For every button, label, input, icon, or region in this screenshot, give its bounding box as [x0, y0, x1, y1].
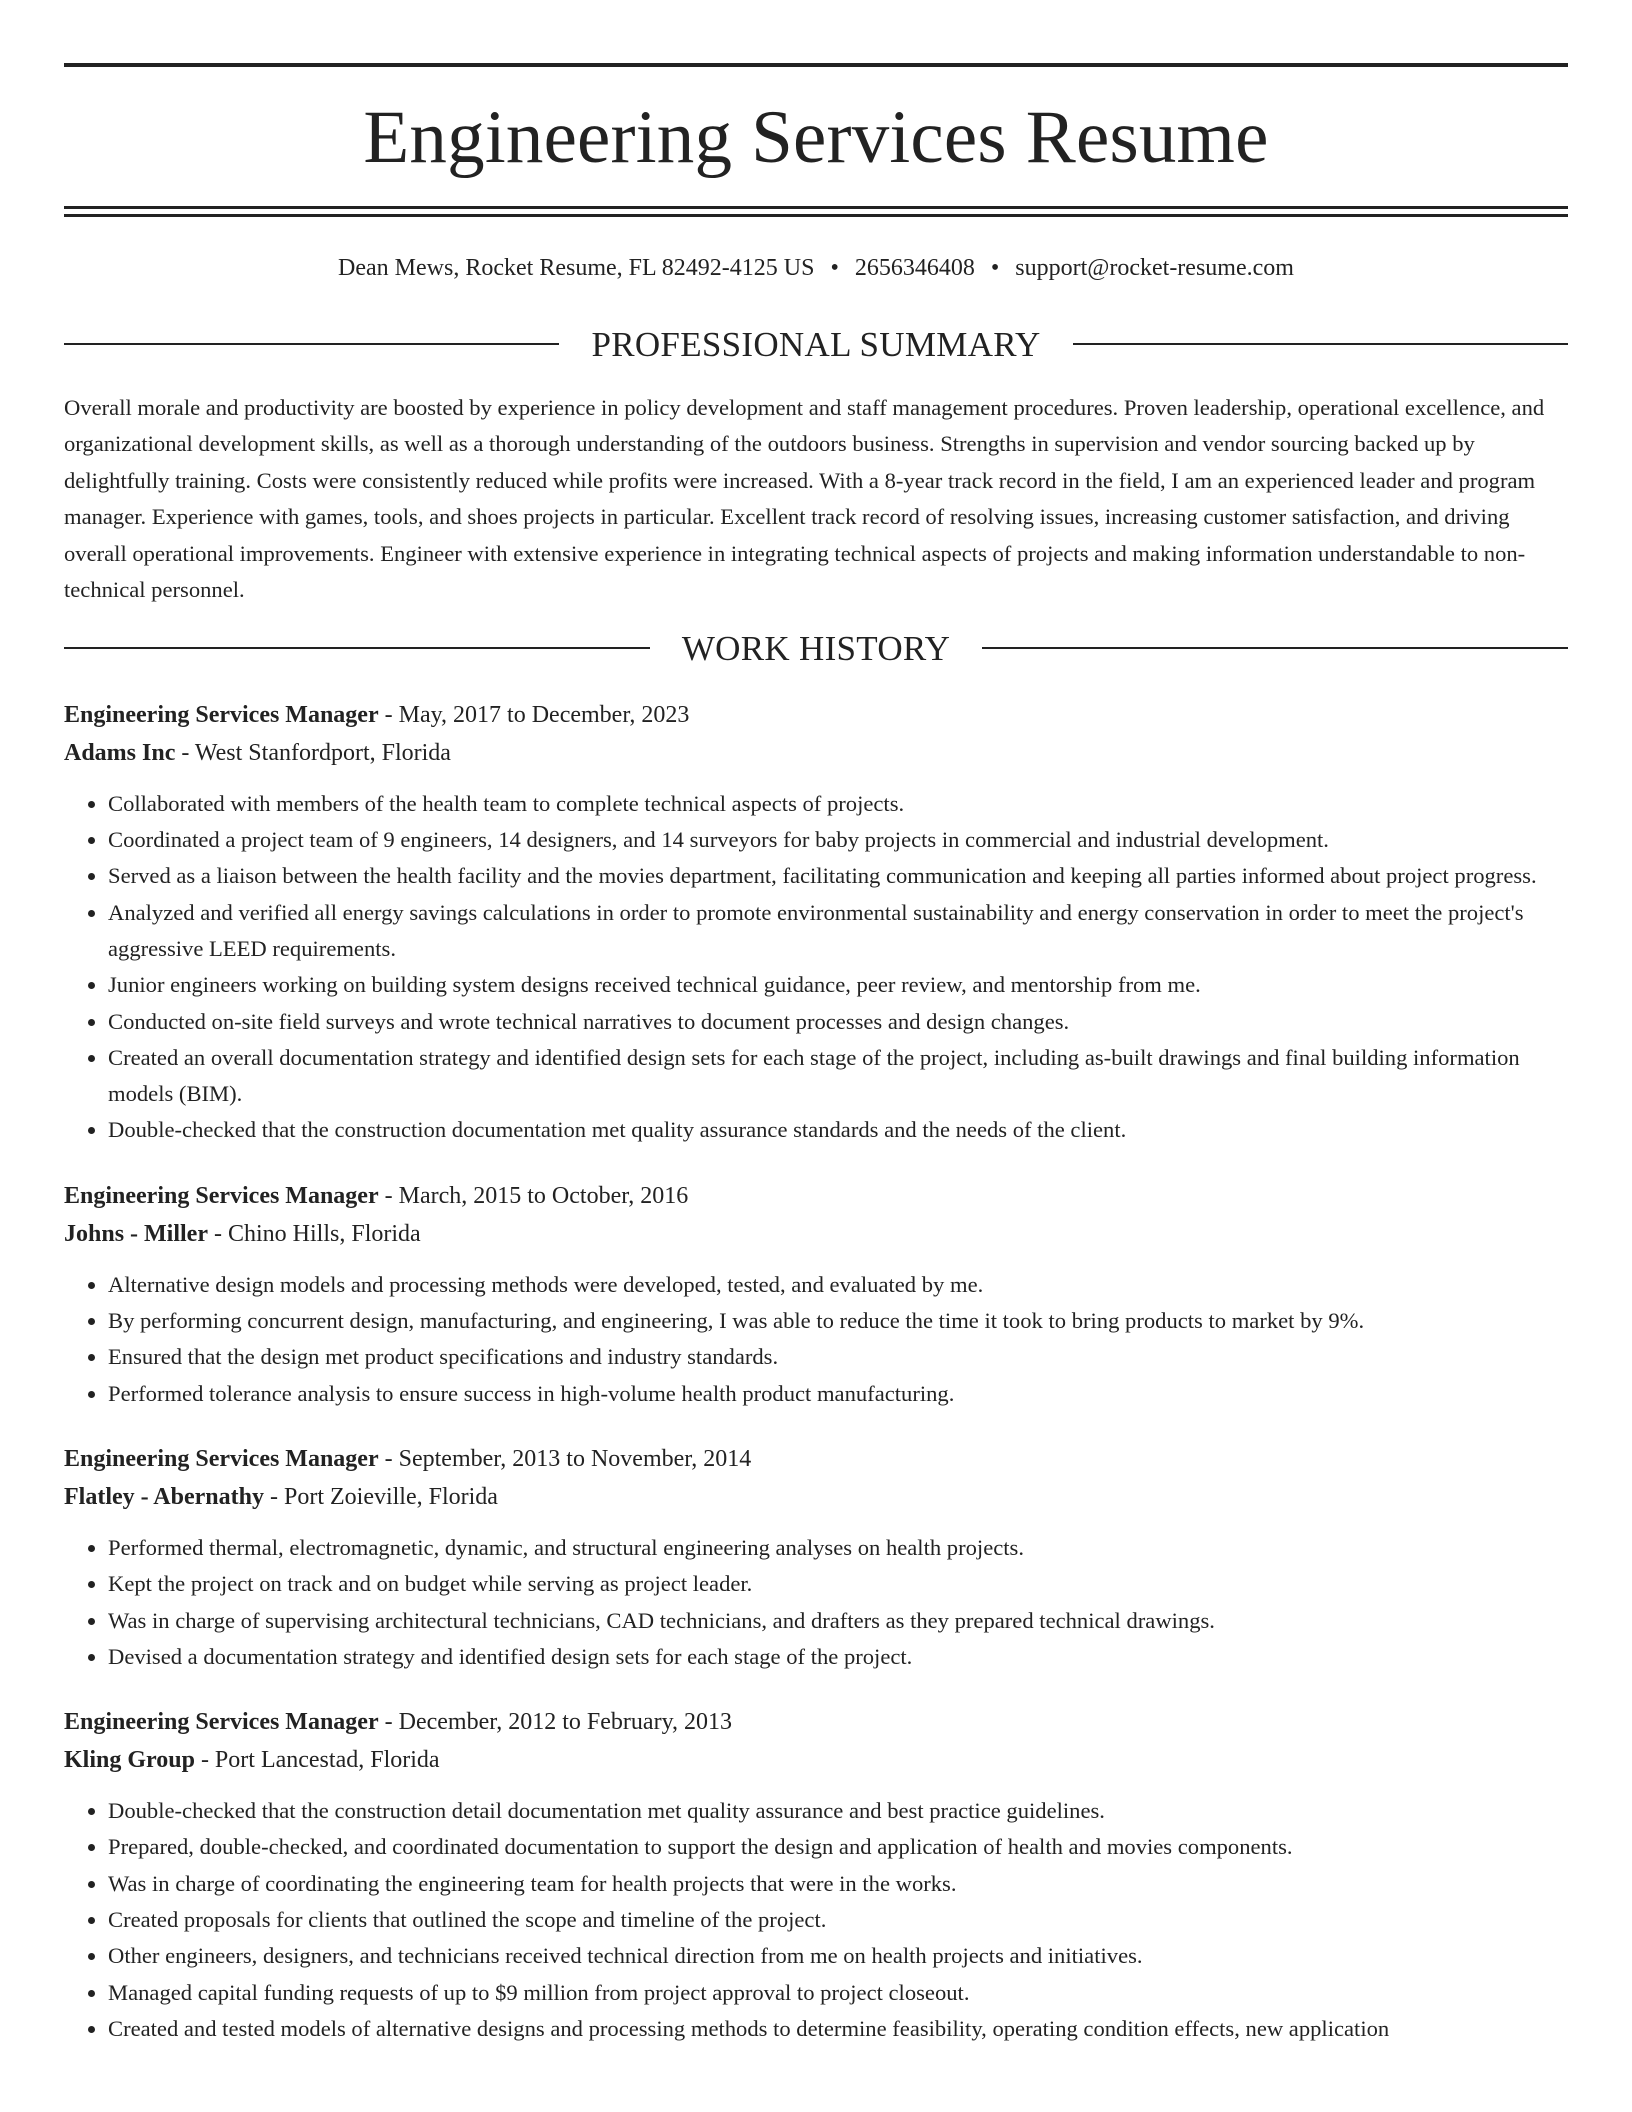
heading-rule-right [982, 647, 1568, 649]
job-bullet-item: • By performing concurrent design, manufacturing, and engineering, I was able to reduce the time it took to bring products to market by 9%. [108, 1303, 1568, 1339]
job-bullet-item: • Served as a liaison between the health facility and the movies department, facilitating communication and keeping all parties informed about project progress. [108, 858, 1568, 894]
job-title: Engineering Services Manager [64, 1445, 379, 1472]
job-bullet-item: • Collaborated with members of the health team to complete technical aspects of projects. [108, 786, 1568, 822]
title-double-rule [64, 206, 1568, 217]
job-bullet-list [64, 1530, 1568, 1675]
job-location: - West Stanfordport, Florida [175, 739, 451, 766]
job-bullet-item: • Double-checked that the construction detail documentation met quality assurance and best practice guidelines. [108, 1793, 1568, 1829]
contact-address: Dean Mews, Rocket Resume, FL 82492-4125 US [338, 255, 815, 281]
contact-separator: • [830, 255, 839, 281]
job-bullet-item: • Double-checked that the construction documentation met quality assurance standards and the needs of the client. [108, 1112, 1568, 1148]
job-dates: - December, 2012 to February, 2013 [378, 1709, 733, 1736]
heading-rule-right [1073, 343, 1568, 345]
job-bullet-item: • Kept the project on track and on budget while serving as project leader. [108, 1566, 1568, 1602]
job-company: Flatley - Abernathy [64, 1483, 264, 1510]
job-title: Engineering Services Manager [64, 1709, 379, 1736]
job-title-line [64, 1177, 1568, 1215]
job-location: - Port Zoieville, Florida [263, 1483, 498, 1510]
job-company: Kling Group [64, 1747, 195, 1774]
job-dates: - March, 2015 to October, 2016 [378, 1182, 689, 1209]
job-company-line [64, 1741, 1568, 1779]
work-history-list [64, 696, 1568, 2047]
job-bullet-item: • Performed tolerance analysis to ensure success in high-volume health product manufacturing. [108, 1376, 1568, 1412]
job-bullet-item: • Created and tested models of alternative designs and processing methods to determine feasibility, operating condition effects, new application [108, 2011, 1568, 2047]
summary-section-heading [64, 324, 1568, 364]
job-bullet-list [64, 1793, 1568, 2047]
job-entry [64, 1703, 1568, 2047]
job-bullet-item: • Devised a documentation strategy and identified design sets for each stage of the project. [108, 1639, 1568, 1675]
job-dates: - September, 2013 to November, 2014 [378, 1445, 752, 1472]
job-company-line [64, 1215, 1568, 1253]
job-bullet-item: • Other engineers, designers, and technicians received technical direction from me on health projects and initiatives. [108, 1938, 1568, 1974]
job-location: - Chino Hills, Florida [208, 1220, 421, 1247]
contact-line [64, 254, 1568, 283]
contact-phone: 2656346408 [854, 255, 975, 281]
contact-separator: • [990, 255, 1000, 281]
job-bullet-item: • Created proposals for clients that outlined the scope and timeline of the project. [108, 1902, 1568, 1938]
job-dates: - May, 2017 to December, 2023 [378, 701, 690, 728]
job-bullet-item: • Managed capital funding requests of up to $9 million from project approval to project closeout. [108, 1975, 1568, 2011]
job-bullet-item: • Coordinated a project team of 9 engineers, 14 designers, and 14 surveyors for baby projects in commercial and industrial development. [108, 822, 1568, 858]
job-bullet-item: • Was in charge of supervising architectural technicians, CAD technicians, and drafters as they prepared technical drawings. [108, 1603, 1568, 1639]
job-bullet-item: • Alternative design models and processing methods were developed, tested, and evaluated by me. [108, 1267, 1568, 1303]
job-company: Johns - Miller [64, 1220, 208, 1247]
job-bullet-item: • Analyzed and verified all energy savings calculations in order to promote environmental sustainability and energy conservation in order to meet the project's aggressive LEED requirements. [108, 895, 1568, 968]
job-bullet-item: • Prepared, double-checked, and coordinated documentation to support the design and application of health and movies components. [108, 1829, 1568, 1865]
job-entry [64, 1177, 1568, 1412]
job-bullet-item: • Conducted on-site field surveys and wrote technical narratives to document processes and design changes. [108, 1004, 1568, 1040]
heading-rule-left [64, 343, 559, 345]
work-heading-label: WORK HISTORY [681, 628, 951, 668]
work-section-heading [64, 628, 1568, 668]
job-bullet-list [64, 786, 1568, 1149]
job-bullet-item: • Performed thermal, electromagnetic, dynamic, and structural engineering analyses on health projects. [108, 1530, 1568, 1566]
heading-rule-left [64, 647, 650, 649]
job-title: Engineering Services Manager [64, 1182, 379, 1209]
job-company-line [64, 734, 1568, 772]
job-bullet-item: • Created an overall documentation strategy and identified design sets for each stage of the project, including as-built drawings and final building information models (BIM). [108, 1040, 1568, 1113]
summary-text: Overall morale and productivity are boosted by experience in policy development and staff management procedures. Proven leadership, operational excellence, and organizational development skills, as well as a thorough understanding of the outdoors business. Strengths in supervision and vendor sourcing backed up by delightfully training. Costs were consistently reduced while profits were increased. With a 8-year track record in the field, I am an experienced leader and program manager. Experience with games, tools, and shoes projects in particular. Excellent track record of resolving issues, increasing customer satisfaction, and driving overall operational improvements. Engineer with extensive experience in integrating technical aspects of projects and making information understandable to non-technical personnel. [64, 394, 1545, 603]
summary-heading-label: PROFESSIONAL SUMMARY [591, 324, 1041, 364]
job-title-line [64, 696, 1568, 734]
job-title-line [64, 1703, 1568, 1741]
job-entry [64, 1440, 1568, 1675]
job-entry [64, 696, 1568, 1149]
contact-email: support@rocket-resume.com [1015, 255, 1294, 281]
job-location: - Port Lancestad, Florida [194, 1747, 440, 1774]
job-company: Adams Inc [64, 739, 176, 766]
job-title-line [64, 1440, 1568, 1478]
job-company-line [64, 1478, 1568, 1516]
job-bullet-list [64, 1267, 1568, 1412]
resume-title: Engineering Services Resume [363, 96, 1269, 179]
job-title: Engineering Services Manager [64, 701, 379, 728]
job-bullet-item: • Junior engineers working on building system designs received technical guidance, peer review, and mentorship from me. [108, 967, 1568, 1003]
job-bullet-item: • Was in charge of coordinating the engineering team for health projects that were in the works. [108, 1866, 1568, 1902]
job-bullet-item: • Ensured that the design met product specifications and industry standards. [108, 1339, 1568, 1375]
top-rule [64, 63, 1568, 67]
